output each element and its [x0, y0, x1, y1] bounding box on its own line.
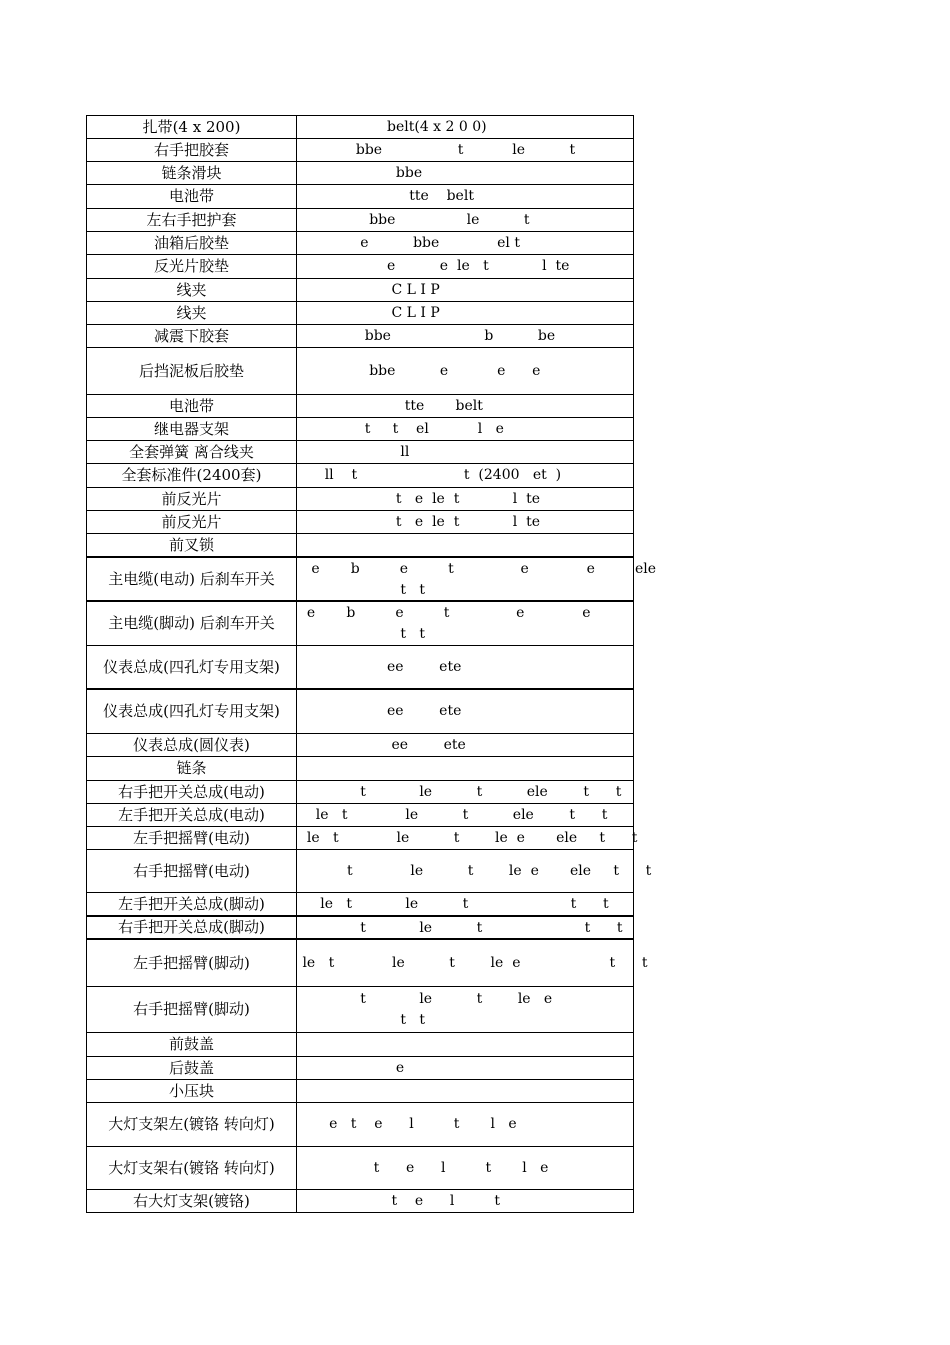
chinese-name-cell: 右手把摇臂(脚动)	[87, 987, 297, 1032]
chinese-name-cell: 前反光片	[87, 488, 297, 510]
table-row	[86, 488, 634, 511]
english-name-text: t t	[298, 626, 425, 642]
chinese-name-cell: 主电缆(电动) 后刹车开关	[87, 558, 297, 600]
table-row	[86, 690, 634, 734]
english-name-text: t e l t l e	[298, 1160, 549, 1176]
chinese-name-cell: 扎带(4 x 200)	[87, 116, 297, 138]
chinese-name-cell: 仪表总成(四孔灯专用支架)	[87, 646, 297, 688]
english-name-cell	[298, 781, 918, 803]
table-row	[86, 418, 634, 441]
english-name-cell	[298, 940, 918, 986]
english-name-text: C L I P	[298, 282, 440, 298]
english-name-cell	[298, 646, 918, 688]
chinese-name-cell: 线夹	[87, 302, 297, 324]
chinese-name-cell: 主电缆(脚动) 后刹车开关	[87, 602, 297, 645]
english-name-cell	[298, 418, 918, 440]
english-name-text: bbe t le t	[298, 142, 576, 158]
english-name-text: t le t ele t t	[298, 784, 622, 800]
table-row	[86, 209, 634, 232]
table-row	[86, 441, 634, 464]
chinese-name-cell: 电池带	[87, 185, 297, 208]
table-row	[86, 395, 634, 418]
table-row	[86, 558, 657, 602]
english-name-text: t e le t l te	[298, 514, 541, 530]
english-name-cell	[298, 279, 918, 301]
chinese-name-cell: 仪表总成(四孔灯专用支架)	[87, 690, 297, 733]
english-name-text: e bbe el t	[298, 235, 520, 251]
table-row	[86, 255, 634, 279]
english-name-cell	[298, 734, 918, 756]
english-name-text: ee ete	[298, 737, 466, 753]
chinese-name-cell: 线夹	[87, 279, 297, 301]
english-name-cell	[298, 395, 918, 417]
table-row	[86, 646, 634, 690]
english-name-text: t e le t l te	[298, 491, 541, 507]
table-row	[86, 348, 634, 395]
english-name-cell	[298, 302, 918, 324]
english-name-text: ee ete	[298, 659, 462, 675]
english-name-text: bbe	[298, 165, 423, 181]
table-row	[86, 511, 634, 534]
english-name-text: tte belt	[298, 398, 483, 414]
english-name-cell	[298, 185, 918, 208]
table-row	[86, 464, 634, 488]
table-row	[86, 115, 634, 139]
english-name-text: t t el l e	[298, 421, 504, 437]
english-name-text: ll t t (2400 et )	[298, 467, 562, 483]
english-name-cell	[298, 139, 918, 161]
english-name-text: t t	[298, 1012, 425, 1028]
english-name-cell	[298, 116, 918, 138]
table-row	[86, 602, 634, 646]
chinese-name-cell: 右手把开关总成(电动)	[87, 781, 297, 803]
spreadsheet-table	[86, 115, 657, 1213]
table-row	[86, 1103, 634, 1147]
table-row	[86, 781, 634, 804]
english-name-text: le t le t le e t t	[298, 955, 648, 971]
english-name-text: bbe b be	[298, 328, 556, 344]
table-row	[86, 917, 634, 940]
chinese-name-cell: 前反光片	[87, 511, 297, 533]
english-name-text: belt(4 x 2 0 0)	[298, 119, 487, 135]
table-row	[86, 1057, 634, 1080]
english-name-text: tte belt	[298, 188, 474, 204]
chinese-name-cell: 小压块	[87, 1080, 297, 1102]
table-row	[86, 232, 634, 255]
english-name-text: C L I P	[298, 305, 440, 321]
chinese-name-cell: 左手把开关总成(脚动)	[87, 893, 297, 915]
table-row	[86, 1033, 634, 1057]
table-row	[86, 734, 634, 757]
english-name-cell	[298, 511, 918, 533]
english-name-text: le t le t t t	[298, 896, 609, 912]
chinese-name-cell: 左手把摇臂(电动)	[87, 827, 297, 849]
chinese-name-cell: 后鼓盖	[87, 1057, 297, 1079]
english-name-cell	[298, 232, 918, 254]
chinese-name-cell: 右手把开关总成(脚动)	[87, 917, 297, 938]
table-row	[86, 534, 634, 558]
table-row	[86, 1080, 634, 1103]
english-name-cell	[298, 602, 918, 645]
chinese-name-cell: 链条滑块	[87, 162, 297, 184]
english-name-cell	[298, 558, 918, 600]
english-name-cell	[298, 1057, 918, 1079]
english-name-cell	[298, 1033, 918, 1056]
table-row	[86, 139, 634, 162]
english-name-text: e	[298, 1060, 405, 1076]
english-name-cell	[298, 162, 918, 184]
english-name-cell	[298, 804, 918, 826]
english-name-cell	[298, 893, 918, 915]
chinese-name-cell: 右手把胶套	[87, 139, 297, 161]
english-name-text: t e l t	[298, 1193, 501, 1209]
english-name-text: e b e t e e	[298, 605, 591, 621]
table-row	[86, 850, 652, 893]
chinese-name-cell: 后挡泥板后胶垫	[87, 348, 297, 394]
table-row	[86, 1190, 634, 1213]
english-name-cell	[298, 827, 918, 849]
english-name-cell	[298, 441, 918, 463]
english-name-text: le t le t le e ele t t	[298, 830, 638, 846]
chinese-name-cell: 电池带	[87, 395, 297, 417]
english-name-cell	[298, 1080, 918, 1102]
english-name-text: e t e l t l e	[298, 1116, 517, 1132]
chinese-name-cell: 油箱后胶垫	[87, 232, 297, 254]
english-name-cell	[298, 1190, 918, 1212]
chinese-name-cell: 左手把开关总成(电动)	[87, 804, 297, 826]
english-name-cell	[298, 348, 918, 394]
english-name-text: e b e t e e ele	[298, 561, 657, 577]
table-row	[86, 1147, 634, 1190]
english-name-text: le t le t ele t t	[298, 807, 608, 823]
english-name-text: t le t le e ele t t	[298, 863, 652, 879]
english-name-cell	[298, 690, 918, 733]
chinese-name-cell: 反光片胶垫	[87, 255, 297, 278]
chinese-name-cell: 全套标准件(2400套)	[87, 464, 297, 487]
english-name-cell	[298, 917, 918, 938]
table-row	[86, 162, 634, 185]
english-name-text: t le t le e	[298, 991, 553, 1007]
english-name-cell	[298, 1103, 918, 1146]
table-row	[86, 804, 634, 827]
english-name-cell	[298, 488, 918, 510]
english-name-cell	[298, 1147, 918, 1189]
table-row	[86, 940, 648, 987]
english-name-cell	[298, 757, 918, 780]
chinese-name-cell: 全套弹簧 离合线夹	[87, 441, 297, 463]
english-name-cell	[298, 209, 918, 231]
table-row	[86, 893, 634, 917]
chinese-name-cell: 大灯支架左(镀铬 转向灯)	[87, 1103, 297, 1146]
english-name-cell	[298, 464, 918, 487]
chinese-name-cell: 继电器支架	[87, 418, 297, 440]
table-row	[86, 185, 634, 209]
english-name-cell	[298, 255, 918, 278]
table-row	[86, 302, 634, 325]
english-name-text: ll	[298, 444, 410, 460]
chinese-name-cell: 右手把摇臂(电动)	[87, 850, 297, 892]
english-name-text: bbe le t	[298, 212, 530, 228]
table-row	[86, 757, 634, 781]
chinese-name-cell: 左右手把护套	[87, 209, 297, 231]
chinese-name-cell: 仪表总成(圆仪表)	[87, 734, 297, 756]
english-name-cell	[298, 534, 918, 556]
chinese-name-cell: 前叉锁	[87, 534, 297, 556]
english-name-cell	[298, 325, 918, 347]
table-row	[86, 987, 634, 1033]
english-name-text: t t	[298, 582, 425, 598]
table-row	[86, 827, 638, 850]
english-name-text: ee ete	[298, 703, 462, 719]
chinese-name-cell: 左手把摇臂(脚动)	[87, 940, 297, 986]
english-name-cell	[298, 987, 918, 1032]
chinese-name-cell: 减震下胶套	[87, 325, 297, 347]
english-name-cell	[298, 850, 918, 892]
chinese-name-cell: 大灯支架右(镀铬 转向灯)	[87, 1147, 297, 1189]
chinese-name-cell: 右大灯支架(镀铬)	[87, 1190, 297, 1212]
english-name-text: e e le t l te	[298, 258, 570, 274]
chinese-name-cell: 链条	[87, 757, 297, 780]
english-name-text: bbe e e e	[298, 363, 541, 379]
chinese-name-cell: 前鼓盖	[87, 1033, 297, 1056]
table-row	[86, 325, 634, 348]
english-name-text: t le t t t	[298, 920, 623, 936]
table-row	[86, 279, 634, 302]
